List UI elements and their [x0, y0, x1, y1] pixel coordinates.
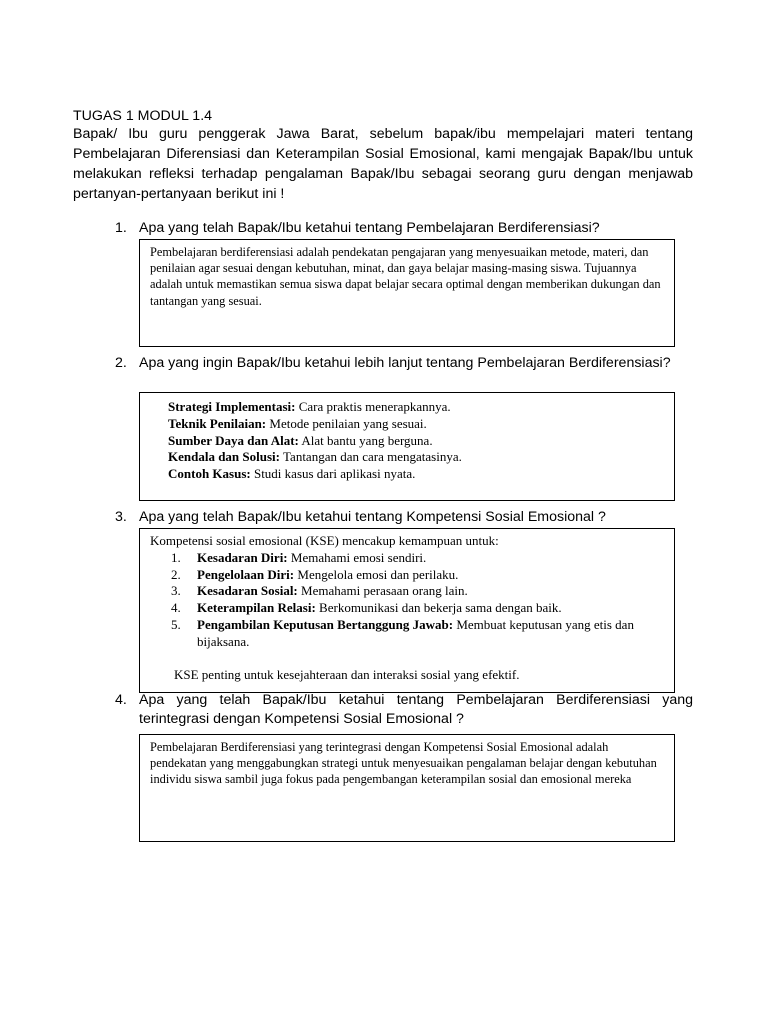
answer-2-item-label: Kendala dan Solusi:: [168, 449, 280, 465]
question-2-number: 2.: [115, 355, 127, 371]
answer-4-text: Pembelajaran Berdiferensiasi yang terintegrasi dengan Kompetensi Sosial Emosional adalah pendekatan yang menggabungkan strategi untuk menyesuaikan pengalaman belajar dengan kebutuhan individu siswa sambil juga fokus pada pengembangan keterampilan sosial dan emosional mereka: [150, 740, 657, 787]
answer-2-item-label: Sumber Daya dan Alat:: [168, 432, 299, 448]
kse-list-item: [150, 583, 664, 600]
answer-2-item-label: Teknik Penilaian:: [168, 415, 267, 431]
question-1: [115, 219, 693, 238]
kse-item-label: Keterampilan Relasi:: [197, 600, 316, 616]
kse-item-text: Memahami perasaan orang lain.: [297, 583, 468, 599]
question-4-number: 4.: [115, 692, 127, 708]
kse-item-label: Kesadaran Diri:: [197, 549, 288, 565]
question-4-text: Apa yang telah Bapak/Ibu ketahui tentang Pembelajaran Berdiferensiasi yang terintegrasi dengan Kompetensi Sosial Emosional ?: [139, 692, 693, 727]
kse-item-number: 2.: [171, 566, 181, 582]
answer-box-3[interactable]: [139, 528, 675, 693]
answer-box-1[interactable]: [139, 239, 675, 347]
kse-item-number: 1.: [171, 549, 181, 565]
kse-item-text: Berkomunikasi dan bekerja sama dengan baik.: [315, 600, 562, 616]
answer-2-item-label: Contoh Kasus:: [168, 466, 251, 482]
question-1-number: 1.: [115, 220, 127, 236]
kse-item-text: Membuat keputusan yang etis dan bijaksana.: [197, 616, 634, 649]
question-2-text: Apa yang ingin Bapak/Ibu ketahui lebih lanjut tentang Pembelajaran Berdiferensiasi?: [139, 355, 671, 371]
kse-list-item: [150, 600, 664, 617]
question-3: [115, 508, 693, 527]
kse-item-label: Kesadaran Sosial:: [197, 583, 298, 599]
kse-item-text: Mengelola emosi dan perilaku.: [294, 566, 459, 582]
kse-list-item: [150, 617, 664, 651]
intro-paragraph: Bapak/ Ibu guru penggerak Jawa Barat, sebelum bapak/ibu mempelajari materi tentang Pembelajaran Diferensiasi dan Keterampilan Sosial Emosional, kami mengajak Bapak/Ibu untuk melakukan refleksi terhadap pengalaman Bapak/Ibu sebagai seorang guru dengan menjawab pertanyan-pertanyaan berikut ini !: [73, 126, 693, 202]
kse-item-number: 3.: [171, 583, 181, 599]
question-3-number: 3.: [115, 509, 127, 525]
question-4: [115, 691, 693, 729]
answer-2-item-text: Tantangan dan cara mengatasinya.: [280, 449, 462, 465]
answer-2-item: [168, 399, 664, 416]
question-1-text: Apa yang telah Bapak/Ibu ketahui tentang Pembelajaran Berdiferensiasi?: [139, 220, 600, 236]
answer-1-text: Pembelajaran berdiferensiasi adalah pendekatan pengajaran yang menyesuaikan metode, materi, dan penilaian agar sesuai dengan kebutuhan, minat, dan gaya belajar masing-masing siswa. Tujuannya adalah untuk memastikan semua siswa dapat belajar secara optimal dengan memberikan dukungan dan tantangan yang sesuai.: [150, 245, 661, 308]
answer-2-item-text: Alat bantu yang berguna.: [298, 432, 433, 448]
answer-2-item: [168, 466, 664, 483]
answer-3-closing: KSE penting untuk kesejahteraan dan interaksi sosial yang efektif.: [174, 666, 520, 682]
kse-list: [150, 550, 664, 651]
answer-2-item: [168, 449, 664, 466]
question-2: [115, 354, 725, 373]
answer-2-item-text: Studi kasus dari aplikasi nyata.: [250, 466, 416, 482]
answer-2-item: [168, 433, 664, 450]
kse-item-number: 5.: [171, 616, 181, 632]
answer-2-item: [168, 416, 664, 433]
answer-box-4[interactable]: [139, 734, 675, 842]
answer-2-item-text: Cara praktis menerapkannya.: [295, 399, 451, 414]
answer-box-2[interactable]: [139, 392, 675, 501]
kse-item-text: Memahami emosi sendiri.: [287, 549, 427, 565]
kse-list-item: [150, 567, 664, 584]
question-3-text: Apa yang telah Bapak/Ibu ketahui tentang Kompetensi Sosial Emosional ?: [139, 509, 606, 525]
answer-2-item-text: Metode penilaian yang sesuai.: [266, 415, 427, 431]
document-title: TUGAS 1 MODUL 1.4: [73, 108, 213, 124]
kse-item-label: Pengelolaan Diri:: [197, 566, 295, 582]
answer-2-item-label: Strategi Implementasi:: [168, 399, 296, 414]
kse-list-item: [150, 550, 664, 567]
answer-3-intro: Kompetensi sosial emosional (KSE) mencakup kemampuan untuk:: [150, 533, 499, 548]
kse-item-number: 4.: [171, 600, 181, 616]
kse-item-label: Pengambilan Keputusan Bertanggung Jawab:: [197, 616, 454, 632]
